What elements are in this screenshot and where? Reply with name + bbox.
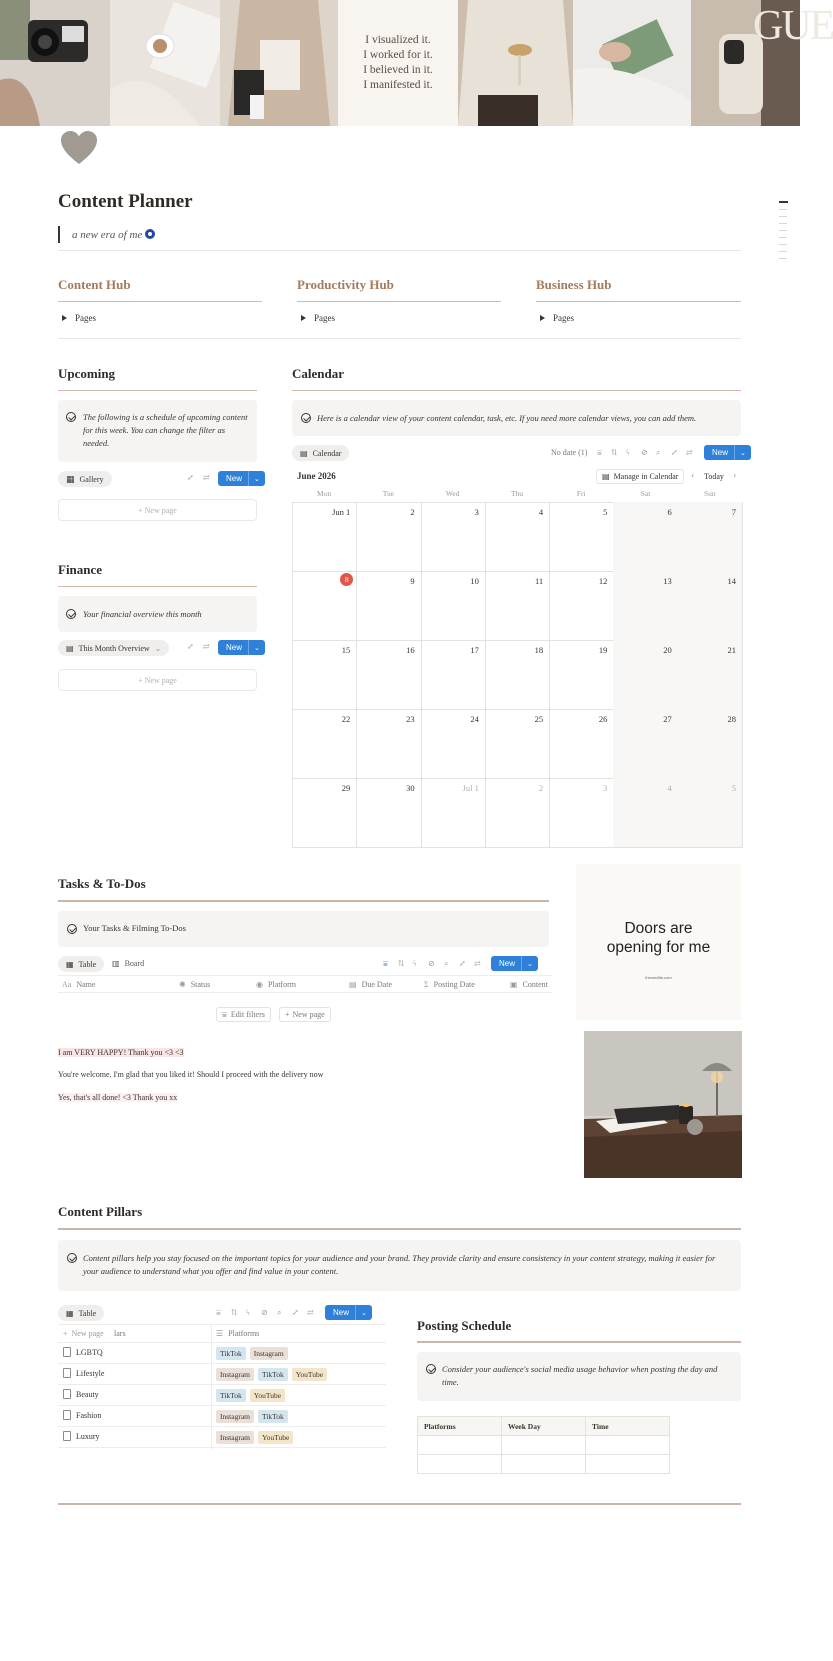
business-hub-pages-toggle[interactable]: [540, 313, 574, 323]
cover-image[interactable]: [0, 0, 833, 126]
new-button-label: New: [325, 1305, 356, 1320]
column-label: Posting Date: [433, 980, 475, 989]
board-icon: ▥: [112, 959, 120, 968]
upcoming-new-button[interactable]: [218, 471, 265, 486]
new-page-label: New page: [144, 675, 177, 685]
calendar-day-number: 11: [534, 576, 544, 586]
filter-icon[interactable]: ⩸: [216, 1308, 221, 1317]
callout-text: Here is a calendar view of your content calendar, task, etc. If you need more calendar views, you can add them.: [317, 413, 697, 423]
quote-bar: [58, 226, 60, 243]
section-divider: [58, 586, 257, 587]
calendar-day-cell[interactable]: [485, 502, 550, 572]
settings-icon[interactable]: ⇄: [474, 959, 481, 968]
calendar-grid[interactable]: [292, 502, 742, 847]
calendar-icon: ▤: [349, 980, 357, 989]
calendar-day-cell[interactable]: [485, 709, 550, 779]
calendar-day-cell[interactable]: [421, 571, 486, 641]
calendar-icon: ▤: [66, 643, 74, 653]
platform-tags[interactable]: [216, 1410, 288, 1423]
promo-small-text: thesricilife.com: [645, 975, 672, 980]
platform-tag: TikTok: [216, 1389, 246, 1402]
plus-icon: +: [138, 505, 145, 515]
filter-icon[interactable]: ⩸: [383, 959, 388, 968]
cover-photo-fashion: [220, 0, 338, 126]
calendar-day-cell[interactable]: [613, 502, 678, 572]
calendar-day-cell[interactable]: [678, 709, 743, 779]
calendar-day-number: 6: [667, 507, 672, 517]
calendar-day-cell[interactable]: [613, 571, 678, 641]
calendar-day-number: 9: [410, 576, 415, 586]
pillars-title: Content Pillars: [58, 1204, 143, 1219]
callout-text: Your Tasks & Filming To-Dos: [83, 923, 186, 933]
calendar-day-cell[interactable]: [485, 571, 550, 641]
section-divider: [58, 390, 257, 391]
settings-icon[interactable]: ⇄: [307, 1308, 314, 1317]
weekday-label: Sun: [704, 489, 716, 498]
calendar-day-number: 10: [470, 576, 479, 586]
calendar-day-cell[interactable]: [356, 571, 421, 641]
plus-icon: +: [285, 1010, 290, 1019]
cover-brand-text: GUE: [753, 3, 833, 49]
manage-in-calendar-button[interactable]: [596, 469, 684, 484]
calendar-day-number: 3: [474, 507, 479, 517]
column-name[interactable]: [62, 980, 95, 989]
platform-tag: Instagram: [250, 1347, 288, 1360]
column-platforms[interactable]: [216, 1329, 259, 1338]
calendar-day-number: 22: [341, 714, 351, 724]
pillars-new-button[interactable]: [325, 1305, 372, 1320]
callout-text: The following is a schedule of upcoming content for this week. You can change the filter as needed.: [83, 412, 248, 448]
calendar-icon: ▤: [300, 448, 308, 458]
footer-divider: [58, 1503, 741, 1505]
productivity-hub-title: Productivity Hub: [297, 277, 394, 292]
promo-line-2: opening for me: [606, 939, 711, 956]
sort-icon[interactable]: ⇅: [231, 1308, 238, 1317]
schedule-header-platforms[interactable]: Platforms: [418, 1417, 502, 1436]
gallery-view-tab[interactable]: [58, 471, 112, 487]
weekday-label: Wed: [445, 489, 460, 498]
schedule-cell[interactable]: [586, 1455, 670, 1474]
view-label: Gallery: [79, 474, 104, 484]
files-icon: ▣: [510, 980, 518, 989]
page-subtitle: a new era of me: [72, 228, 155, 241]
calendar-day-number: 28: [727, 714, 736, 724]
calendar-month-label: June 2026: [297, 471, 336, 481]
calendar-day-number: 21: [727, 645, 736, 655]
hub-divider: [536, 301, 741, 302]
upcoming-title: Upcoming: [58, 366, 116, 381]
table-divider: [58, 1324, 386, 1325]
calendar-day-cell[interactable]: [421, 640, 486, 710]
calendar-day-number: 14: [727, 576, 736, 586]
pillars-callout: [58, 1240, 741, 1291]
calendar-day-number: 5: [603, 507, 608, 517]
column-pillars[interactable]: lars: [114, 1329, 126, 1338]
platform-tags[interactable]: [216, 1368, 327, 1381]
chevron-down-icon[interactable]: ⌄: [361, 1309, 367, 1317]
automation-icon[interactable]: ϟ: [626, 448, 630, 457]
weekday-label: Sat: [640, 489, 651, 498]
table-header-divider: [58, 975, 552, 976]
schedule-header-time[interactable]: Time: [586, 1417, 670, 1436]
chevron-down-icon[interactable]: ⌄: [740, 449, 746, 457]
automation-icon[interactable]: ϟ: [246, 1308, 250, 1317]
calendar-day-cell[interactable]: [292, 709, 357, 779]
tasks-new-button[interactable]: [491, 956, 538, 971]
platform-tag: TikTok: [258, 1368, 288, 1381]
callout-text: Your financial overview this month: [83, 609, 202, 619]
posting-schedule-title: Posting Schedule: [417, 1318, 512, 1333]
content-hub-pages-toggle[interactable]: [62, 313, 96, 323]
toggle-label: Pages: [314, 313, 335, 323]
column-posting-date[interactable]: [424, 980, 475, 989]
calendar-day-cell[interactable]: [485, 778, 550, 848]
pillar-name[interactable]: Lifestyle: [76, 1369, 105, 1378]
calendar-day-number: 17: [470, 645, 479, 655]
calendar-icon: ▤: [602, 472, 610, 481]
calendar-day-cell[interactable]: [292, 640, 357, 710]
prev-month-icon[interactable]: ‹: [691, 470, 695, 481]
platform-tag: YouTube: [258, 1431, 293, 1444]
weekday-label: Fri: [576, 489, 586, 498]
cover-photo-camera: [0, 0, 110, 126]
column-label: Status: [190, 980, 211, 989]
calendar-day-number: 4: [667, 783, 672, 793]
calendar-day-number: 30: [406, 783, 415, 793]
expand-icon[interactable]: ⤢: [187, 473, 194, 482]
calendar-day-cell[interactable]: [678, 778, 743, 848]
callout-text: Content pillars help you stay focused on the important topics for your audience and your brand. They provide clarity and ensure consistency in your content strategy, making it easier for your audience to understand what you offer and find value in your content.: [83, 1253, 716, 1276]
table-row[interactable]: [58, 1343, 386, 1364]
column-label: Platform: [267, 980, 296, 989]
tab-label: Table: [78, 959, 97, 969]
pillar-name[interactable]: Beauty: [76, 1390, 99, 1399]
check-circle-icon: [426, 1364, 436, 1374]
today-button[interactable]: Today: [704, 472, 724, 481]
calendar-day-number: 7: [731, 507, 736, 517]
schedule-cell[interactable]: [418, 1455, 502, 1474]
tab-board[interactable]: [112, 959, 144, 968]
divider: [58, 338, 741, 339]
settings-icon[interactable]: ⇄: [686, 448, 693, 457]
calendar-day-cell[interactable]: [549, 778, 614, 848]
cover-quote-tile: I visualized it. I worked for it. I believed in it. I manifested it.: [338, 0, 458, 126]
this-month-overview-tab[interactable]: [58, 640, 169, 656]
page-icon: [63, 1389, 71, 1399]
calendar-day-cell[interactable]: [678, 502, 743, 572]
calendar-day-cell[interactable]: [549, 709, 614, 779]
new-button-label: New: [704, 445, 735, 460]
plus-icon: +: [138, 675, 145, 685]
page-icon: [63, 1368, 71, 1378]
productivity-hub-pages-toggle[interactable]: [301, 313, 335, 323]
tasks-new-page-button[interactable]: [279, 1007, 331, 1022]
finance-new-button[interactable]: [218, 640, 265, 655]
filter-icon: ⩸: [222, 1009, 227, 1019]
new-button-label: New: [218, 640, 249, 655]
calendar-day-cell[interactable]: [292, 571, 357, 641]
calendar-day-cell[interactable]: [678, 571, 743, 641]
platform-tags[interactable]: [216, 1347, 288, 1360]
page-icon: [63, 1347, 71, 1357]
calendar-day-cell[interactable]: [421, 502, 486, 572]
calendar-day-number: 5: [731, 783, 736, 793]
calendar-day-number: 29: [341, 783, 351, 793]
schedule-cell[interactable]: [586, 1436, 670, 1455]
check-circle-icon: [67, 924, 77, 934]
formula-icon: Σ: [424, 980, 429, 989]
chevron-down-icon[interactable]: ⌄: [527, 960, 533, 968]
calendar-day-cell[interactable]: [549, 640, 614, 710]
gallery-icon: ▦: [66, 473, 75, 484]
evil-eye-icon: [145, 229, 155, 239]
calendar-title: Calendar: [292, 366, 344, 381]
cover-photo-coffee: [110, 0, 220, 126]
weekday-label: Tue: [382, 489, 395, 498]
today-date-badge: 8: [340, 573, 353, 586]
ai-search-icon[interactable]: ⊘: [641, 448, 648, 457]
table-row[interactable]: [58, 1406, 386, 1427]
schedule-callout: [417, 1352, 741, 1401]
automation-icon[interactable]: ϟ: [413, 959, 417, 968]
finance-callout: [58, 596, 257, 632]
calendar-day-cell[interactable]: [613, 709, 678, 779]
toggle-triangle-icon[interactable]: [540, 315, 545, 321]
hub-divider: [58, 301, 262, 302]
calendar-day-cell[interactable]: [292, 778, 357, 848]
table-row[interactable]: [58, 1385, 386, 1406]
check-circle-icon: [66, 412, 76, 422]
calendar-day-number: 15: [341, 645, 351, 655]
platform-tags[interactable]: [216, 1389, 285, 1402]
search-icon[interactable]: ⌕: [656, 448, 661, 457]
view-label: This Month Overview: [78, 643, 150, 653]
calendar-day-cell[interactable]: [292, 502, 357, 572]
column-status[interactable]: [179, 980, 210, 989]
pillars-table-tab[interactable]: [58, 1305, 104, 1321]
pillars-new-page-row[interactable]: [63, 1329, 104, 1338]
toggle-label: Pages: [553, 313, 574, 323]
pillar-name[interactable]: Fashion: [76, 1411, 102, 1420]
next-month-icon[interactable]: ›: [733, 470, 737, 481]
upcoming-callout: [58, 400, 257, 462]
table-of-contents[interactable]: [779, 201, 788, 265]
filter-icon[interactable]: ⩸: [597, 448, 602, 457]
page-icon: [63, 1431, 71, 1441]
heart-icon[interactable]: [60, 130, 98, 166]
promo-line-1: Doors are: [624, 920, 693, 937]
tab-table[interactable]: [58, 956, 104, 972]
table-row[interactable]: [58, 1364, 386, 1385]
platform-tag: TikTok: [258, 1410, 288, 1423]
calendar-day-number: 19: [598, 645, 608, 655]
new-page-label: New page: [144, 505, 177, 515]
cover-photo-money: [573, 0, 691, 126]
new-button-label: New: [218, 471, 249, 486]
pillar-name[interactable]: Luxury: [76, 1432, 100, 1441]
no-date-button[interactable]: No date (1): [551, 448, 588, 457]
section-divider: [292, 390, 741, 391]
list-icon: ☰: [216, 1329, 224, 1338]
toggle-label: Pages: [75, 313, 96, 323]
expand-icon[interactable]: ⤢: [671, 448, 678, 457]
desk-photo: [584, 1031, 742, 1178]
platform-tags[interactable]: [216, 1431, 293, 1444]
calendar-day-number: 4: [538, 507, 544, 517]
doors-opening-image: [576, 864, 741, 1020]
message-line-3: Yes, that's all done! <3 Thank you xx: [58, 1093, 178, 1102]
calendar-day-cell[interactable]: [356, 778, 421, 848]
sort-icon[interactable]: ⇅: [611, 448, 618, 457]
plus-icon: +: [63, 1329, 68, 1338]
ai-search-icon[interactable]: ⊘: [428, 959, 435, 968]
text-icon: Aa: [62, 980, 72, 989]
expand-icon[interactable]: ⤢: [292, 1308, 299, 1317]
calendar-day-number: 18: [534, 645, 544, 655]
platform-tag: Instagram: [216, 1368, 254, 1381]
page-title: Content Planner: [58, 191, 193, 212]
calendar-day-cell[interactable]: [421, 709, 486, 779]
upcoming-new-page[interactable]: [58, 499, 257, 521]
platform-tag: Instagram: [216, 1431, 254, 1444]
table-row[interactable]: [58, 1427, 386, 1448]
calendar-day-cell[interactable]: [356, 709, 421, 779]
platform-tag: Instagram: [216, 1410, 254, 1423]
chevron-down-icon[interactable]: ⌄: [254, 644, 260, 652]
calendar-callout: [292, 400, 741, 436]
calendar-day-number: 25: [534, 714, 544, 724]
column-label: Name: [76, 980, 96, 989]
cover-photo-phone: [691, 0, 833, 126]
calendar-day-cell[interactable]: [613, 640, 678, 710]
calendar-day-number: Jul 1: [462, 783, 479, 793]
calendar-day-number: 16: [406, 645, 415, 655]
toggle-triangle-icon[interactable]: [62, 315, 67, 321]
schedule-cell[interactable]: [502, 1455, 586, 1474]
check-circle-icon: [67, 1253, 77, 1263]
calendar-day-cell[interactable]: [613, 778, 678, 848]
calendar-new-button[interactable]: [704, 445, 751, 460]
tasks-title: Tasks & To-Dos: [58, 876, 146, 891]
check-circle-icon: [66, 609, 76, 619]
calendar-day-number: 13: [663, 576, 672, 586]
calendar-day-number: Jun 1: [332, 507, 351, 517]
schedule-cell[interactable]: [418, 1436, 502, 1455]
column-platform[interactable]: [256, 980, 296, 989]
calendar-day-number: 2: [538, 783, 544, 793]
new-page-label: New page: [71, 1329, 104, 1338]
calendar-day-cell[interactable]: [549, 502, 614, 572]
calendar-day-cell[interactable]: [678, 640, 743, 710]
finance-new-page[interactable]: [58, 669, 257, 691]
calendar-day-number: 23: [406, 714, 415, 724]
weekday-label: Mon: [317, 489, 332, 498]
settings-icon[interactable]: ⇄: [203, 642, 210, 651]
column-label: Due Date: [361, 980, 392, 989]
new-button-label: New: [491, 956, 522, 971]
calendar-day-number: 24: [470, 714, 479, 724]
search-icon[interactable]: ⌕: [444, 959, 449, 968]
calendar-day-cell[interactable]: [485, 640, 550, 710]
section-divider: [417, 1341, 741, 1343]
manage-label: Manage in Calendar: [613, 472, 679, 481]
column-due-date[interactable]: [349, 980, 392, 989]
callout-text: Consider your audience's social media usage behavior when posting the day and time.: [442, 1364, 718, 1387]
calendar-day-number: 3: [603, 783, 608, 793]
calendar-day-cell[interactable]: [421, 778, 486, 848]
content-hub-title: Content Hub: [58, 277, 131, 292]
hub-divider: [297, 301, 501, 302]
sort-icon[interactable]: ⇅: [398, 959, 405, 968]
calendar-day-number: 12: [598, 576, 608, 586]
message-line-1: I am VERY HAPPY! Thank you <3 <3: [58, 1048, 184, 1057]
toggle-triangle-icon[interactable]: [301, 315, 306, 321]
column-content[interactable]: [510, 980, 548, 989]
settings-icon[interactable]: ⇄: [203, 473, 210, 482]
pillar-name[interactable]: LGBTQ: [76, 1348, 103, 1357]
calendar-day-cell[interactable]: [356, 640, 421, 710]
button-label: New page: [292, 1010, 325, 1019]
chevron-down-icon[interactable]: ⌄: [154, 643, 162, 653]
calendar-day-cell[interactable]: [549, 571, 614, 641]
section-divider: [58, 900, 549, 902]
platform-tag: YouTube: [292, 1368, 327, 1381]
finance-title: Finance: [58, 562, 103, 577]
section-divider: [58, 1228, 741, 1230]
calendar-day-number: 20: [663, 645, 672, 655]
ai-search-icon[interactable]: ⊘: [261, 1308, 268, 1317]
tab-label: Board: [124, 959, 145, 968]
expand-icon[interactable]: ⤢: [459, 959, 466, 968]
cover-photo-drink: [458, 0, 573, 126]
search-icon[interactable]: ⌕: [277, 1308, 282, 1317]
button-label: Edit filters: [230, 1010, 265, 1019]
view-label: Table: [78, 1308, 97, 1318]
expand-icon[interactable]: ⤢: [187, 642, 194, 651]
platform-tag: TikTok: [216, 1347, 246, 1360]
schedule-table[interactable]: [417, 1416, 670, 1474]
table-icon: ▦: [66, 1308, 74, 1318]
edit-filters-button[interactable]: [216, 1007, 271, 1022]
calendar-day-number: 27: [663, 714, 672, 724]
business-hub-title: Business Hub: [536, 277, 612, 292]
column-label: Platforms: [228, 1329, 260, 1338]
page-icon: [63, 1410, 71, 1420]
select-icon: ◉: [256, 980, 263, 989]
column-label: Content: [522, 980, 548, 989]
table-header-divider: [58, 992, 552, 993]
weekday-label: Thu: [510, 489, 524, 498]
platform-tag: YouTube: [250, 1389, 285, 1402]
tasks-callout: [58, 911, 549, 947]
view-label: Calendar: [312, 448, 342, 458]
calendar-day-cell[interactable]: [356, 502, 421, 572]
schedule-header-week-day[interactable]: Week Day: [502, 1417, 586, 1436]
calendar-day-number: 2: [410, 507, 415, 517]
chevron-down-icon[interactable]: ⌄: [254, 475, 260, 483]
check-circle-icon: [301, 413, 311, 423]
divider: [58, 250, 741, 251]
schedule-cell[interactable]: [502, 1436, 586, 1455]
status-icon: ✺: [179, 980, 186, 989]
calendar-day-number: 26: [598, 714, 608, 724]
table-icon: ▦: [66, 959, 74, 969]
calendar-view-tab[interactable]: [292, 445, 349, 461]
message-line-2: You're welcome. I'm glad that you liked it! Should I proceed with the delivery now: [58, 1070, 324, 1079]
